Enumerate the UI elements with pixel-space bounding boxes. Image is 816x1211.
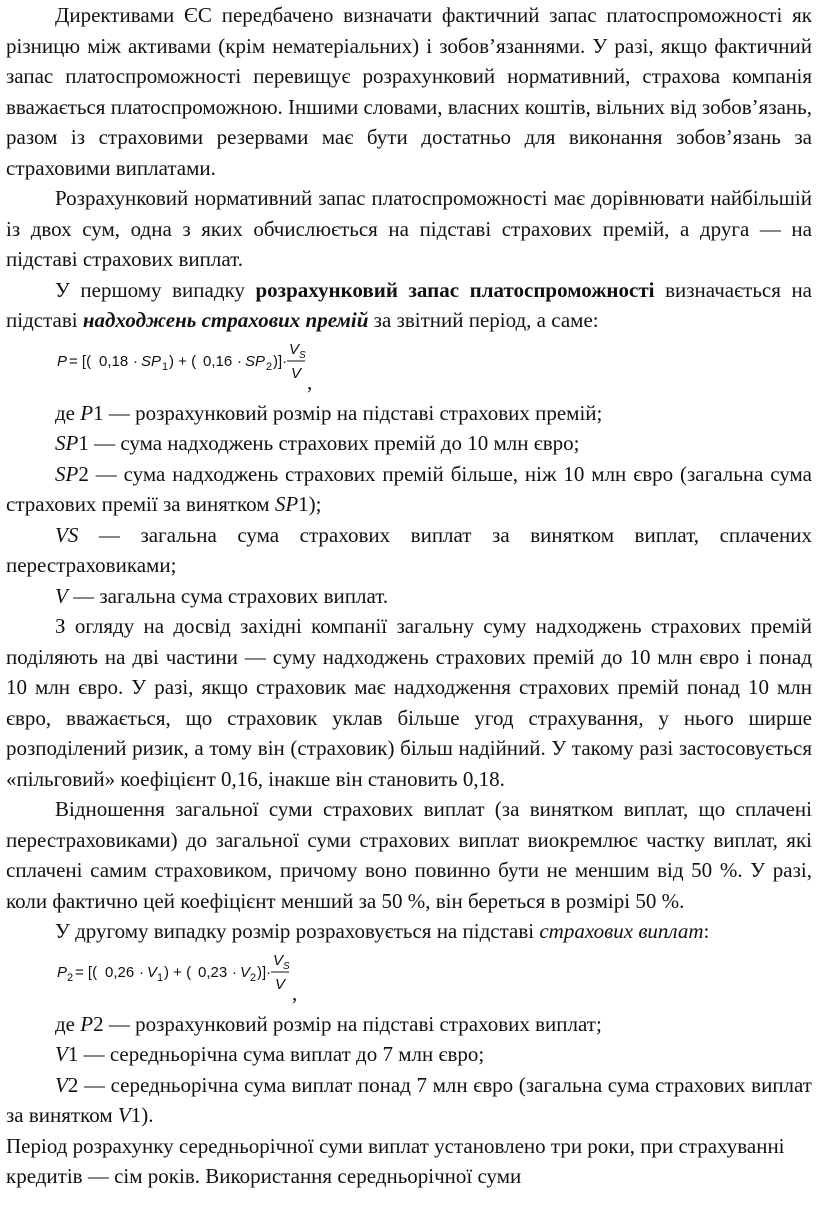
svg-text:V: V <box>291 364 302 382</box>
svg-text:)]·: )]· <box>257 963 272 981</box>
svg-text:2: 2 <box>67 971 74 984</box>
paragraph-premium-split: З огляду на досвід західні компанії загальну суму надходжень страхових премій поділяють на дві частини — суму надходжень страхових премій до 10 млн євро і понад 10 млн євро. У разі, якщо страховик має надходження страхових премій понад 10 млн євро, вважається, що страховик уклав більше угод страхування, у нього ширше розподілений ризик, а тому він (страховик) більш надійний. У такому разі застосовується «пільговий» коефіцієнт 0,16, інакше він становить 0,18. <box>6 614 812 791</box>
paragraph-intro: Директивами ЄС передбачено визначати фактичний запас платоспроможності як різницю між активами (крім нематеріальних) і зобов’язаннями. У разі, якщо фактичний запас платоспроможності перевищує розрахунковий нормативний, страхова компанія вважається платоспроможною. Іншими словами, власних коштів, вільних від зобов’язань, разом із страховими резервами має бути достатньо для виконання зобов’язань за страховими виплатами. <box>6 3 812 180</box>
svg-text:SP: SP <box>245 352 266 370</box>
coef-026: 0,26 <box>105 963 135 981</box>
svg-text:V: V <box>275 975 286 993</box>
coef-016: 0,16 <box>203 352 233 370</box>
svg-text:·: · <box>133 352 138 370</box>
paragraph-first-case: У першому випадку розрахунковий запас платоспроможності визначається на підставі надходжень страхових премій за звітний період, а саме: <box>6 277 812 332</box>
svg-text:) + (: ) + ( <box>164 963 192 981</box>
formula-premiums-image <box>55 336 305 396</box>
coef-018: 0,18 <box>99 352 129 370</box>
coef-023: 0,23 <box>198 963 228 981</box>
svg-text:1: 1 <box>162 360 169 373</box>
formula-premiums: P = [( 0,18 · SP 1 ) + ( 0,16 · SP 2 )]· V S V , <box>6 336 812 398</box>
svg-text:·: · <box>232 963 237 981</box>
svg-text:= [(: = [( <box>75 963 98 981</box>
formula-payments: P 2 = [( 0,26 · V 1 ) + ( 0,23 · V 2 )]· V S V , <box>6 947 812 1009</box>
formula-payments-image <box>55 947 290 1007</box>
definition-v2: V2 — середньорічна сума виплат понад 7 млн євро (загальна сума страхових виплат за винятком V1). <box>6 1072 812 1127</box>
svg-text:V: V <box>273 951 284 969</box>
definition-p2: де P2 — розрахунковий розмір на підставі страхових виплат; <box>55 1011 602 1036</box>
definition-p1: де P1 — розрахунковий розмір на підставі страхових премій; <box>55 400 603 425</box>
svg-text:2: 2 <box>266 360 273 373</box>
definition-v1: V1 — середньорічна сума виплат до 7 млн євро; <box>55 1042 485 1066</box>
definition-sp2: SP2 — сума надходжень страхових премій більше, ніж 10 млн євро (загальна сума страхових премії за винятком SP1); <box>6 461 812 516</box>
definition-vs: VS — загальна сума страхових виплат за винятком виплат, сплачених перестраховиками; <box>6 522 812 577</box>
svg-text:V: V <box>289 340 300 358</box>
svg-text:2: 2 <box>250 971 257 984</box>
term-solvency-margin: розрахунковий запас платоспроможності <box>255 277 655 302</box>
svg-text:V: V <box>240 963 251 981</box>
svg-text:·: · <box>139 963 144 981</box>
svg-text:S: S <box>283 960 290 972</box>
svg-text:P: P <box>57 963 68 981</box>
svg-text:P: P <box>57 352 68 370</box>
svg-text:S: S <box>299 349 306 361</box>
svg-text:) + (: ) + ( <box>169 352 197 370</box>
paragraph-ratio: Відношення загальної суми страхових виплат (за винятком виплат, що сплачені перестраховиками) до загальної суми страхових виплат виокремлює частку виплат, які сплачені самим страховиком, причому воно повинно бути не меншим від 50 %. У разі, коли фактично цей коефіцієнт менший за 50 %, він береться в розмірі 50 %. <box>6 797 812 913</box>
definition-sp1: SP1 — сума надходжень страхових премій до 10 млн євро; <box>55 431 580 455</box>
paragraph-period: Період розрахунку середньорічної суми виплат установлено три роки, при страхуванні кредитів — сім років. Використання середньорічної суми <box>6 1133 785 1188</box>
term-insurance-payments: страхових виплат <box>539 919 704 943</box>
svg-text:V: V <box>147 963 158 981</box>
svg-text:)]·: )]· <box>273 352 288 370</box>
svg-text:1: 1 <box>157 971 164 984</box>
svg-text:SP: SP <box>141 352 162 370</box>
paragraph-normative: Розрахунковий нормативний запас платоспроможності має дорівнювати найбільшій із двох сум, одна з яких обчислюється на підставі страхових премій, а друга — на підставі страхових виплат. <box>6 186 812 271</box>
paragraph-second-case: У другому випадку розмір розраховується на підставі страхових виплат: <box>55 919 710 943</box>
svg-text:·: · <box>237 352 242 370</box>
definition-v: V — загальна сума страхових виплат. <box>55 583 389 608</box>
svg-text:= [(: = [( <box>69 352 92 370</box>
term-premium-receipts: надходжень страхових премій <box>82 308 369 332</box>
